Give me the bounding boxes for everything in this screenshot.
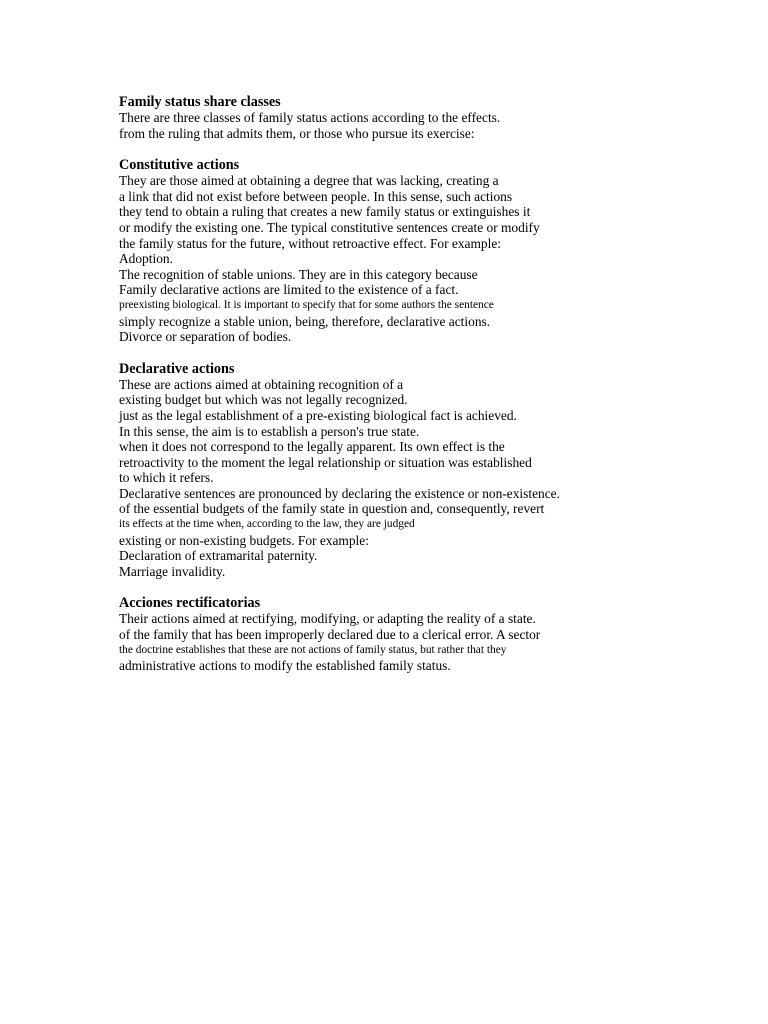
text-line: These are actions aimed at obtaining recognition of a [119,376,404,392]
text-line: just as the legal establishment of a pre-existing biological fact is achieved. [119,407,517,423]
text-line: The recognition of stable unions. They are in this category because [119,266,478,282]
text-line: when it does not correspond to the legally apparent. Its own effect is the [119,439,505,455]
text-line: Family declarative actions are limited to the existence of a fact. [119,282,459,298]
text-line: the doctrine establishes that these are not actions of family status, but rather that they [119,643,507,656]
text-line: In this sense, the aim is to establish a person's true state. [119,423,420,439]
text-line: simply recognize a stable union, being, therefore, declarative actions. [119,313,491,329]
section-heading: Acciones rectificatorias [119,595,261,612]
text-line: of the essential budgets of the family state in question and, consequently, revert [119,501,545,517]
text-line: preexisting biological. It is important to specify that for some authors the sentence [119,298,494,311]
section-heading: Family status share classes [119,94,281,110]
text-line: existing budget but which was not legally recognized. [119,392,408,408]
document-section [119,94,739,141]
text-line: existing or non-existing budgets. For example: [119,532,369,548]
text-line: or modify the existing one. The typical constitutive sentences create or modify [119,219,540,235]
text-line: retroactivity to the moment the legal relationship or situation was established [119,454,532,470]
document-section [119,361,739,580]
text-line: They are those aimed at obtaining a degree that was lacking, creating a [119,173,499,189]
text-line: Declarative sentences are pronounced by declaring the existence or non-existence. [119,485,560,501]
text-line: of the family that has been improperly declared due to a clerical error. A sector [119,627,541,643]
text-line: Declaration of extramarital paternity. [119,548,318,564]
document-section [119,595,739,673]
text-line: its effects at the time when, according to the law, they are judged [119,518,415,531]
section-heading: Constitutive actions [119,157,240,174]
text-line: from the ruling that admits them, or those who pursue its exercise: [119,125,475,141]
text-line: they tend to obtain a ruling that creates a new family status or extinguishes it [119,204,531,220]
text-line: administrative actions to modify the established family status. [119,658,451,674]
text-line: a link that did not exist before between people. In this sense, such actions [119,188,513,204]
text-line: to which it refers. [119,470,214,486]
text-line: Adoption. [119,251,173,267]
text-line: Their actions aimed at rectifying, modifying, or adapting the reality of a state. [119,611,536,627]
text-line: There are three classes of family status actions according to the effects. [119,110,501,125]
text-line: the family status for the future, without retroactive effect. For example: [119,235,501,251]
text-line: Divorce or separation of bodies. [119,329,292,345]
section-heading: Declarative actions [119,360,235,377]
text-line: Marriage invalidity. [119,563,226,579]
document-body [119,94,739,690]
document-section [119,157,739,345]
